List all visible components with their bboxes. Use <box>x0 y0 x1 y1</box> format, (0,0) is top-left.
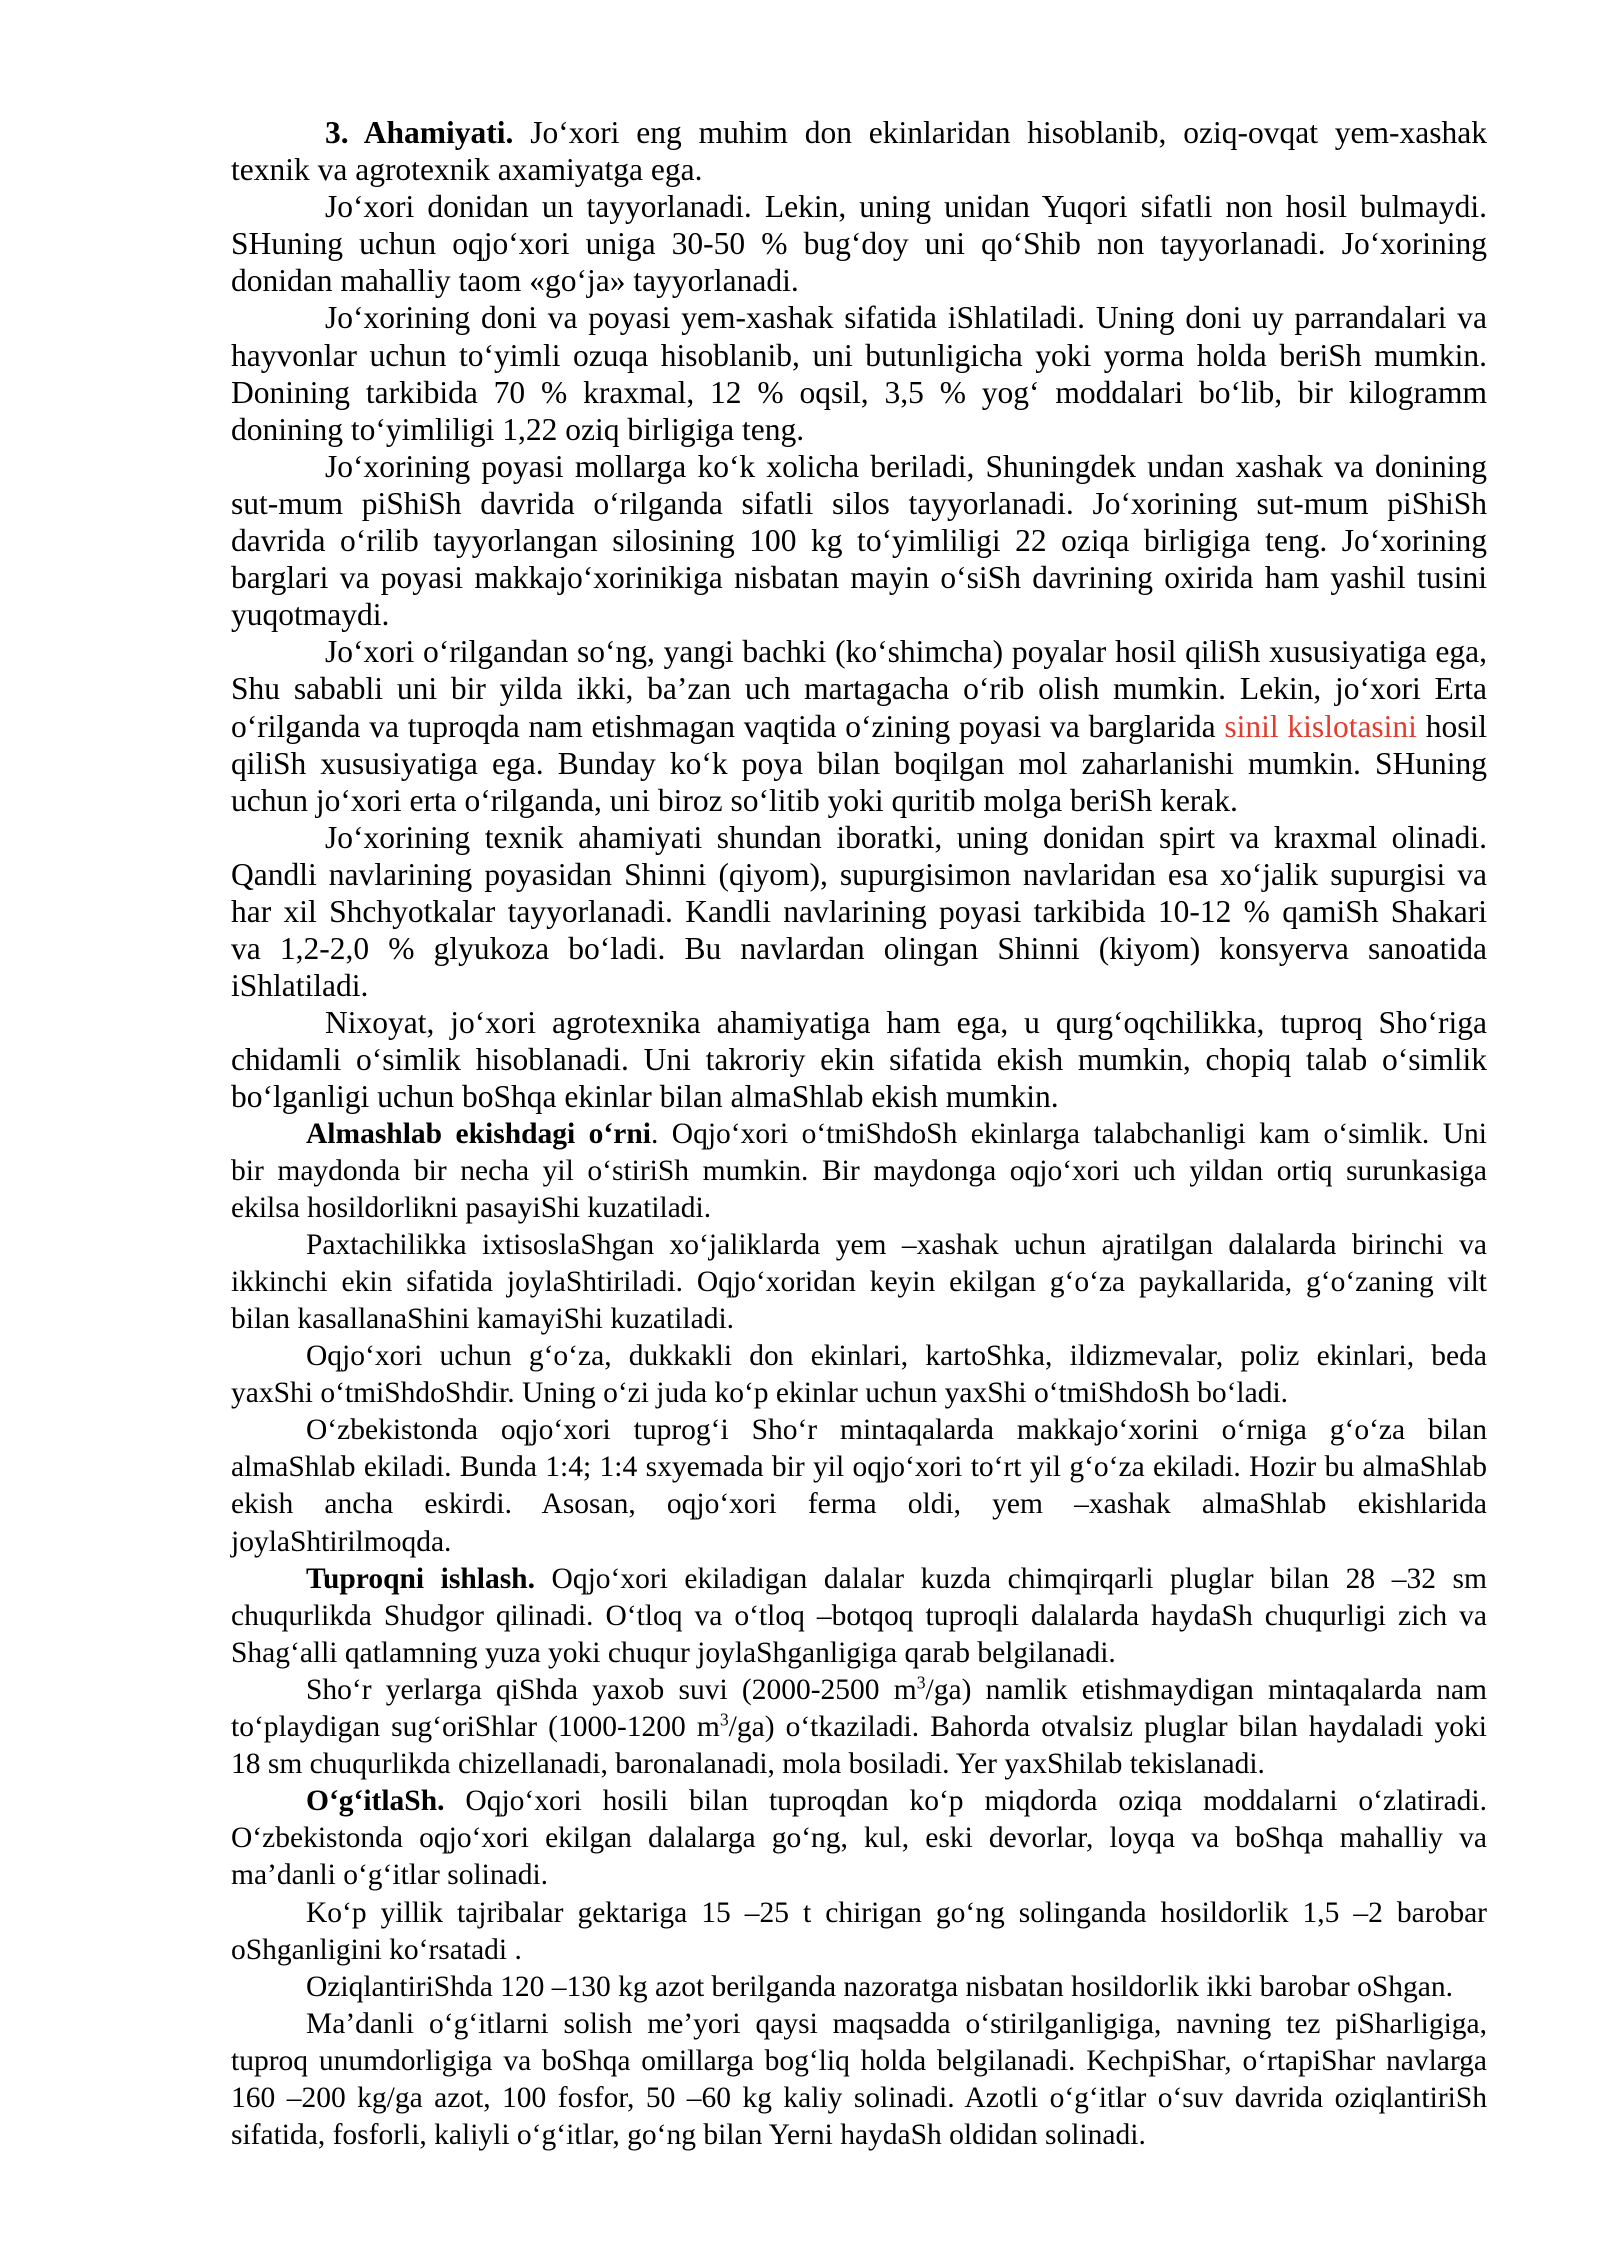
line-text <box>306 1785 1487 1817</box>
text-line <box>231 1820 1487 1857</box>
line-text: Jo‘xori o‘rilgandan so‘ng, yangi bachki (ko‘shimcha) poyalar hosil qiliSh xususiyatiga ega, <box>325 634 1487 670</box>
line-text: har xil Shchyotkalar tayyorlanadi. Kandli navlarining poyasi tarkibida 10-12 % qamiSh Shakari <box>231 893 1487 929</box>
text-run: o‘rilganda va tuproqda nam etishmagan vaqtida o‘zining poyasi va barglarida <box>231 708 1225 744</box>
superscript: 3 <box>916 1672 926 1693</box>
text-line <box>231 448 1487 485</box>
text-line <box>231 596 1487 633</box>
text-line <box>231 299 1487 336</box>
line-text: Qandli navlarining poyasidan Shinni (qiyom), supurgisimon navlaridan esa xo‘jalik supurgisi va <box>231 856 1487 892</box>
text-line <box>231 893 1487 930</box>
paragraph <box>231 1412 1487 1560</box>
line-text: SHuning uchun oqjo‘xori uniga 30-50 % bug‘doy uni qo‘Shib non tayyorlanadi. Jo‘xorining <box>231 226 1487 262</box>
line-text: chuqurlikda Shudgor qilinadi. O‘tloq va o‘tloq –botqoq tuproqli dalalarda haydaSh chuqurligi zich va <box>231 1599 1487 1632</box>
text-run: /ga) namlik etishmaydigan mintaqalarda nam <box>925 1673 1487 1706</box>
line-text: OziqlantiriShda 120 –130 kg azot berilganda nazoratga nisbatan hosildorlik ikki barobar oShgan. <box>306 1970 1453 2003</box>
line-text: sut-mum piShiSh davrida o‘rilganda sifatli silos tayyorlanadi. Jo‘xorining sut-mum piShiSh <box>231 485 1487 521</box>
line-text <box>231 1711 1487 1743</box>
line-text: tuproq unumdorligiga va boShqa omillarga bog‘liq holda belgilanadi. KechpiShar, o‘rtapiShar navlarga <box>231 2044 1487 2077</box>
text-line <box>231 1709 1487 1746</box>
line-text: 18 sm chuqurlikda chizellanadi, baronalanadi, mola bosiladi. Yer yaxShilab tekislanadi. <box>231 1748 1265 1781</box>
text-line <box>231 1412 1487 1449</box>
paragraph <box>231 1561 1487 1672</box>
text-line <box>231 1338 1487 1375</box>
text-line <box>231 1004 1487 1041</box>
line-text: O‘zbekistonda oqjo‘xori tuprog‘i Sho‘r mintaqalarda makkajo‘xorini o‘rniga g‘o‘za bilan <box>306 1414 1487 1447</box>
text-line <box>231 1969 1487 2006</box>
line-text: Paxtachilikka ixtisoslaShgan xo‘jaliklarda yem –xashak uchun ajratilgan dalalarda birinchi va <box>306 1228 1487 1261</box>
text-line <box>231 856 1487 893</box>
text-line <box>231 1598 1487 1635</box>
text-line <box>231 114 1487 151</box>
line-text: qiliSh xususiyatiga ega. Bunday ko‘k poya bilan boqilgan mol zaharlanishi mumkin. SHuning <box>231 745 1487 781</box>
line-text <box>306 1118 1487 1150</box>
paragraph <box>231 1969 1487 2006</box>
text-line <box>231 1041 1487 1078</box>
paragraph <box>231 1227 1487 1338</box>
line-text: davrida o‘rilib tayyorlangan silosining 100 kg to‘yimliligi 22 oziqa birligiga teng. Jo‘xorining <box>231 523 1487 559</box>
line-text: joylaShtirilmoqda. <box>231 1525 452 1558</box>
line-text: hayvonlar uchun to‘yimli ozuqa hisoblanib, uni butunligicha yoki yorma holda beriSh mumkin. <box>231 337 1487 373</box>
superscript: 3 <box>719 1709 729 1730</box>
line-text: ekish ancha eskirdi. Asosan, oqjo‘xori ferma oldi, yem –xashak almaShlab ekishlarida <box>231 1488 1487 1521</box>
line-text: oShganligini ko‘rsatadi . <box>231 1933 522 1966</box>
text-line <box>231 1783 1487 1820</box>
text-line <box>231 1932 1487 1969</box>
text-run: Jo‘xori eng muhim don ekinlaridan hisoblanib, oziq-ovqat yem-xashak <box>513 115 1488 150</box>
highlighted-text: sinil kislotasini <box>1224 708 1417 744</box>
text-line <box>231 411 1487 448</box>
line-text: bir maydonda bir necha yil o‘stiriSh mumkin. Bir maydonga oqjo‘xori uch yildan ortiq surunkasiga <box>231 1154 1487 1187</box>
document-body <box>231 114 1487 2154</box>
text-line <box>231 633 1487 670</box>
line-text: Jo‘xorining doni va poyasi yem-xashak sifatida iShlatiladi. Uning doni uy parrandalari va <box>325 300 1487 336</box>
text-line <box>231 1672 1487 1709</box>
text-line <box>231 782 1487 819</box>
line-text: yaxShi o‘tmiShdoShdir. Uning o‘zi juda ko‘p ekinlar uchun yaxShi o‘tmiShdoSh bo‘ladi. <box>231 1377 1289 1410</box>
text-line <box>231 1561 1487 1598</box>
line-text: ikkinchi ekin sifatida joylaShtiriladi. Oqjo‘xoridan keyin ekilgan g‘o‘za paykallarida, g‘o‘zaning vilt <box>231 1265 1487 1298</box>
line-text: bo‘lganligi uchun boShqa ekinlar bilan almaShlab ekish mumkin. <box>231 1079 1059 1115</box>
paragraph <box>231 1004 1487 1115</box>
line-text: Shag‘alli qatlamning yuza yoki chuqur joylaShganligiga qarab belgilanadi. <box>231 1636 1116 1669</box>
paragraph <box>231 1338 1487 1412</box>
line-text: Ma’danli o‘g‘itlarni solish me’yori qaysi maqsadda o‘stirilganligiga, navning tez piSharligiga, <box>306 2007 1487 2040</box>
paragraph <box>231 633 1487 818</box>
line-text: Shu sababli uni bir yilda ikki, ba’zan uch martagacha o‘rib olish mumkin. Lekin, jo‘xori Erta <box>231 671 1487 707</box>
text-line <box>231 670 1487 707</box>
text-run: Oqjo‘xori ekiladigan dalalar kuzda chimqirqarli pluglar bilan 28 –32 sm <box>534 1562 1487 1595</box>
text-line <box>231 2043 1487 2080</box>
line-text: ekilsa hosildorlikni pasayiShi kuzatiladi. <box>231 1191 712 1224</box>
text-run: Oqjo‘xori hosili bilan tuproqdan ko‘p miqdorda oziqa moddalarni o‘zlatiradi. <box>444 1785 1487 1818</box>
document-section <box>231 1116 1487 2155</box>
line-text <box>325 115 1487 150</box>
line-text: ma’danli o‘g‘itlar solinadi. <box>231 1859 549 1892</box>
text-line <box>231 1227 1487 1264</box>
paragraph <box>231 1783 1487 1894</box>
text-line <box>231 930 1487 967</box>
line-text: Ko‘p yillik tajribalar gektariga 15 –25 t chirigan go‘ng solinganda hosildorlik 1,5 –2 barobar <box>306 1896 1487 1929</box>
text-line <box>231 1301 1487 1338</box>
line-text: Donining tarkibida 70 % kraxmal, 12 % oqsil, 3,5 % yog‘ moddalari bo‘lib, bir kilogramm <box>231 374 1487 410</box>
text-line <box>231 1857 1487 1894</box>
text-line <box>231 708 1487 745</box>
text-line <box>231 2080 1487 2117</box>
paragraph <box>231 1895 1487 1969</box>
paragraph <box>231 1116 1487 1227</box>
text-line <box>231 1153 1487 1190</box>
text-line <box>231 1524 1487 1561</box>
line-text <box>306 1674 1487 1706</box>
text-line <box>231 1635 1487 1672</box>
text-line <box>231 485 1487 522</box>
line-text: barglari va poyasi makkajo‘xorinikiga nisbatan mayin o‘siSh davrining oxirida ham yashil tusini <box>231 560 1487 596</box>
text-line <box>231 337 1487 374</box>
text-line <box>231 967 1487 1004</box>
line-text: uchun jo‘xori erta o‘rilganda, uni biroz so‘litib yoki quritib molga beriSh kerak. <box>231 782 1238 818</box>
text-line <box>231 1116 1487 1153</box>
text-line <box>231 374 1487 411</box>
paragraph <box>231 2006 1487 2154</box>
line-text: Nixoyat, jo‘xori agrotexnika ahamiyatiga ham ega, u qurg‘oqchilikka, tuproq Sho‘riga <box>325 1005 1487 1041</box>
line-text: bilan kasallanaShini kamayiShi kuzatiladi. <box>231 1303 735 1335</box>
line-text: Jo‘xorining texnik ahamiyati shundan iboratki, uning donidan spirt va kraxmal olinadi. <box>325 819 1487 855</box>
line-text: sifatida, fosforli, kaliyli o‘g‘itlar, go‘ng bilan Yerni haydaSh oldidan solinadi. <box>231 2119 1146 2152</box>
text-line <box>231 2117 1487 2154</box>
section-heading: 3. Ahamiyati. <box>325 115 514 150</box>
text-line <box>231 1486 1487 1523</box>
text-run: Sho‘r yerlarga qiShda yaxob suvi (2000-2500 m <box>306 1673 917 1706</box>
line-text: va 1,2-2,0 % glyukoza bo‘ladi. Bu navlardan olingan Shinni (kiyom) konsyerva sanoatida <box>231 931 1487 967</box>
text-line <box>231 225 1487 262</box>
text-line <box>231 819 1487 856</box>
section-heading: Almashlab ekishdagi o‘rni <box>306 1117 651 1150</box>
section-heading: Tuproqni ishlash. <box>306 1562 535 1595</box>
line-text: donining to‘yimliligi 1,22 oziq birligiga teng. <box>231 411 805 447</box>
text-line <box>231 745 1487 782</box>
text-line <box>231 1449 1487 1486</box>
paragraph <box>231 299 1487 447</box>
line-text: Oqjo‘xori uchun g‘o‘za, dukkakli don ekinlari, kartoShka, ildizmevalar, poliz ekinlari, beda <box>306 1340 1487 1373</box>
text-line <box>231 2006 1487 2043</box>
text-line <box>231 559 1487 596</box>
section-heading: O‘g‘itlaSh. <box>306 1785 445 1818</box>
line-text: O‘zbekistonda oqjo‘xori ekilgan dalalarga go‘ng, kul, eski devorlar, loyqa va boShqa mahalliy va <box>231 1822 1487 1855</box>
text-line <box>231 188 1487 225</box>
paragraph <box>231 188 1487 299</box>
line-text: 160 –200 kg/ga azot, 100 fosfor, 50 –60 kg kaliy solinadi. Azotli o‘g‘itlar o‘suv davrida oziqlantiriSh <box>231 2081 1487 2114</box>
document-section <box>231 114 1487 1116</box>
line-text: yuqotmaydi. <box>231 597 390 633</box>
line-text <box>231 709 1487 744</box>
line-text: texnik va agrotexnik axamiyatga ega. <box>231 152 703 188</box>
text-run: /ga) o‘tkaziladi. Bahorda otvalsiz pluglar bilan haydaladi yoki <box>728 1711 1488 1744</box>
paragraph <box>231 1672 1487 1783</box>
text-line <box>231 151 1487 188</box>
line-text: Jo‘xorining poyasi mollarga ko‘k xolicha beriladi, Shuningdek undan xashak va donining <box>325 448 1487 484</box>
text-run: to‘playdigan sug‘oriShlar (1000-1200 m <box>231 1711 720 1744</box>
line-text <box>306 1563 1487 1595</box>
line-text: almaShlab ekiladi. Bunda 1:4; 1:4 sxyemada bir yil oqjo‘xori to‘rt yil g‘o‘za ekiladi. Hozir bu almaShlab <box>231 1451 1487 1484</box>
line-text: iShlatiladi. <box>231 968 369 1004</box>
line-text: donidan mahalliy taom «go‘ja» tayyorlanadi. <box>231 263 799 299</box>
text-line <box>231 1895 1487 1932</box>
text-line <box>231 522 1487 559</box>
paragraph <box>231 114 1487 188</box>
text-line <box>231 1746 1487 1783</box>
text-line <box>231 262 1487 299</box>
paragraph <box>231 819 1487 1004</box>
line-text: Jo‘xori donidan un tayyorlanadi. Lekin, uning unidan Yuqori sifatli non hosil bulmaydi. <box>325 189 1487 225</box>
line-text: chidamli o‘simlik hisoblanadi. Uni takroriy ekin sifatida ekish mumkin, chopiq talab o‘simlik <box>231 1042 1487 1078</box>
text-line <box>231 1078 1487 1115</box>
paragraph <box>231 448 1487 633</box>
text-run: . Oqjo‘xori o‘tmiShdoSh ekinlarga talabchanligi kam o‘simlik. Uni <box>650 1117 1487 1150</box>
text-run: hosil <box>1416 708 1487 744</box>
text-line <box>231 1190 1487 1227</box>
text-line <box>231 1375 1487 1412</box>
text-line <box>231 1264 1487 1301</box>
